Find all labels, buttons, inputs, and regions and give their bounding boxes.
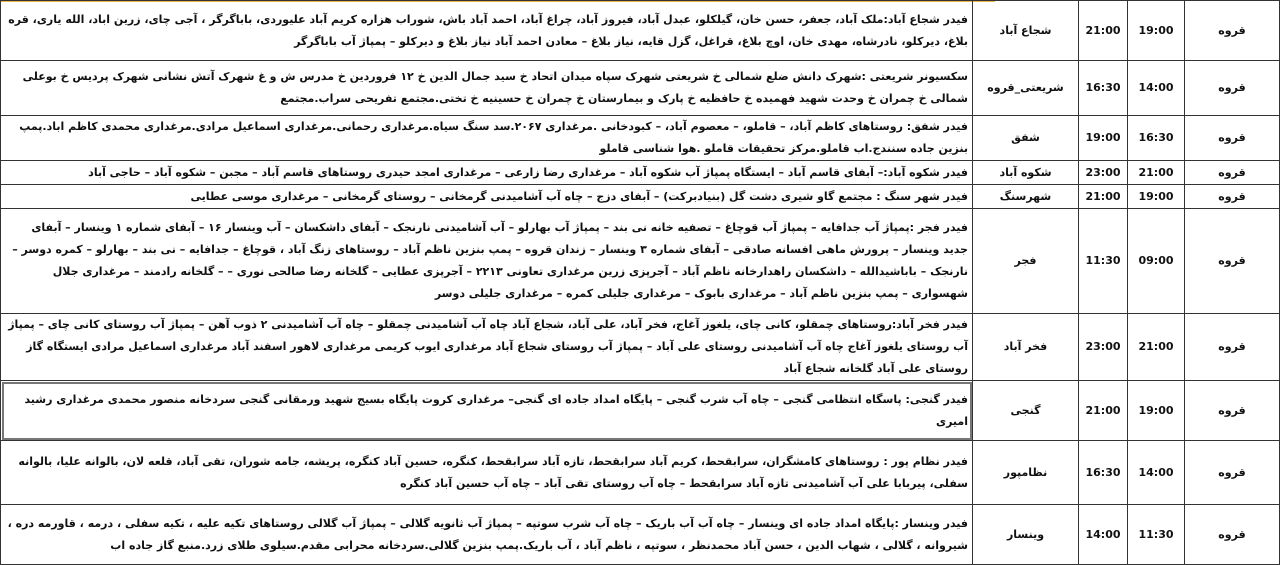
affected-areas-cell: سکسیونر شریعتی :شهرک دانش ضلع شمالی خ شریعتی شهرک سپاه میدان اتحاد خ سید جمال الدین خ ۱۲ فروردین خ مدرس ش و غ شهرک آتش نشانی شهرک پردیس خ بوعلی شمالی خ چمران خ وحدت شهید فهمیده خ حافظیه خ پارک و بیمارستان خ چمران خ حسینیه خ تختی.مجتمع تفریحی سراب.مجتمع — [1, 61, 973, 116]
start-time-cell: 14:00 — [1128, 441, 1185, 505]
city-cell: قروه — [1185, 185, 1280, 209]
end-time-cell: 23:00 — [1079, 314, 1128, 381]
start-time-cell: 16:30 — [1128, 116, 1185, 161]
feeder-name-cell: شفق — [973, 116, 1079, 161]
table-row — [1, 1, 1280, 61]
table-row — [1, 61, 1280, 116]
start-time-cell: 19:00 — [1128, 1, 1185, 61]
end-time-cell: 16:30 — [1079, 441, 1128, 505]
feeder-name-cell: شکوه آباد — [973, 161, 1079, 185]
affected-areas-cell: فیدر شجاع آباد:ملک آباد، جعفر، حسن خان، گیلکلو، عبدل آباد، فیروز آباد، چراغ آباد، احمد آباد باش، شوراب هزاره کریم آباد علیوردی، باباگرگر ، آجی چای، زرین اباد، الله یاری، قره بلاغ، دیرکلو، نادرشاه، مهدی خان، اوچ بلاغ، قراغل، گزل قایه، نیاز بلاغ – معادن احمد آباد نیاز بلاغ و دیرکلو – پمپاژ آب باباگرگر — [1, 1, 973, 61]
city-cell: قروه — [1185, 1, 1280, 61]
start-time-cell: 09:00 — [1128, 209, 1185, 314]
city-cell: قروه — [1185, 314, 1280, 381]
city-cell: قروه — [1185, 116, 1280, 161]
feeder-name-cell: وینسار — [973, 505, 1079, 565]
table-row — [1, 209, 1280, 314]
table-row — [1, 116, 1280, 161]
affected-areas-cell: فیدر فجر :پمپاژ آب جدافایه – پمپاژ آب قوچاغ – تصفیه خانه نی بند – پمپاژ آب بهارلو – آب آشامیدنی نارنجک – آبفای داشکسان – آب وینسار ۱۶ – آبفای شماره ۱ وینسار – آبفای جدید وینسار – پرورش ماهی افسانه صادقی – آبفای شماره ۳ وینسار – زندان قروه – پمپ بنزین ناظم آباد – روستاهای زنگ آباد ، قوچاغ – جدافایه – نی بند – بهارلو – کمره دوسر – نارنجک – باباشیدالله – داشکسان راهدارخانه ناظم آباد – آجرپزی زرین مرغداری تعاونی ۲۲۱۳ – آجرپزی عطایی – گلخانه رضا صالحی نوری – – گلخانه رادمند – مرغداری جلال شهسواری – پمپ بنزین ناظم آباد – مرغداری بابوک – مرغداری جلیلی کمره – مرغداری جلیلی دوسر — [1, 209, 973, 314]
city-cell: قروه — [1185, 161, 1280, 185]
table-row — [1, 314, 1280, 381]
start-time-cell: 11:30 — [1128, 505, 1185, 565]
city-cell: قروه — [1185, 61, 1280, 116]
affected-areas-cell: فیدر شهر سنگ : مجتمع گاو شیری دشت گل (بنیادبرکت) – آبفای دزج – چاه آب آشامیدنی گرمخانی – روستای گرمخانی – مرغداری موسی عطایی — [1, 185, 973, 209]
city-cell: قروه — [1185, 381, 1280, 441]
table-row — [1, 381, 1280, 441]
affected-areas-cell: فیدر فخر آباد:روستاهای چمقلو، کانی چای، یلغوز آغاج، فخر آباد، علی آباد، شجاع آباد چاه آب آشامیدنی چمقلو – چاه آب آشامیدنی ۲ ذوب آهن – پمپاژ آب روستای کانی چای – پمپاژ آب روستای یلغوز آغاج چاه آب آشامیدنی روستای علی آباد – پمپاژ آب روستای شجاع آباد مرغداری ایوب کریمی مرغداری لاهور اسفند آباد مرغداری اسماعیل مرادی ایستگاه گاز روستای علی آباد گلخانه شجاع آباد — [1, 314, 973, 381]
end-time-cell: 14:00 — [1079, 505, 1128, 565]
end-time-cell: 21:00 — [1079, 1, 1128, 61]
end-time-cell: 23:00 — [1079, 161, 1128, 185]
end-time-cell: 21:00 — [1079, 185, 1128, 209]
end-time-cell: 16:30 — [1079, 61, 1128, 116]
table-row — [1, 161, 1280, 185]
city-cell: قروه — [1185, 441, 1280, 505]
table-row — [1, 505, 1280, 565]
table-row — [1, 441, 1280, 505]
start-time-cell: 21:00 — [1128, 161, 1185, 185]
feeder-name-cell: شجاع آباد — [973, 1, 1079, 61]
feeder-name-cell: نظامپور — [973, 441, 1079, 505]
affected-areas-cell: فیدر شفق: روستاهای کاظم آباد، – قاملو، – معصوم آباد، – کبودخانی .مرغداری ۲۰۶۷.سد سنگ سیاه.مرغداری رحمانی.مرغداری اسماعیل مرادی.مرغداری محمدی کاظم اباد.پمپ بنزین جاده سنندج.اب قاملو.مرکز تحقیقات قاملو .هوا شناسی قاملو — [1, 116, 973, 161]
affected-areas-cell: فیدر شکوه آباد:– آبفای قاسم آباد – ایستگاه پمپاژ آب شکوه آباد – مرغداری رضا زارعی – مرغداری امجد حیدری روستاهای قاسم آباد – مجبن – شکوه آباد – حاجی آباد — [1, 161, 973, 185]
end-time-cell: 21:00 — [1079, 381, 1128, 441]
table-row — [1, 185, 1280, 209]
city-cell: قروه — [1185, 505, 1280, 565]
start-time-cell: 19:00 — [1128, 381, 1185, 441]
affected-areas-cell: فیدر وینسار :پایگاه امداد جاده ای وینسار – چاه آب آب باریک – چاه آب شرب سوتپه – پمپاژ آب ثانویه گلالی – پمپاژ آب گلالی روستاهای تکیه علیه ، تکیه سفلی ، درمه ، قاورمه دره ، شیروانه ، گلالی ، شهاب الدین ، حسن آباد محمدنظر ، سوتپه ، ناظم آباد ، آب باریک.پمپ بنزین گلالی.سردخانه محرابی مقدم.سیلوی طلای زرد.منبع گاز جاده اب — [1, 505, 973, 565]
feeder-name-cell: شریعتی_قروه — [973, 61, 1079, 116]
end-time-cell: 19:00 — [1079, 116, 1128, 161]
affected-areas-cell: فیدر گنجی: پاسگاه انتظامی گنجی – چاه آب شرب گنجی – پایگاه امداد جاده ای گنجی– مرغداری کروت پایگاه بسیج شهید ورمقانی گنجی سردخانه منصور محمدی مرغداری رشید امیری — [1, 381, 973, 441]
feeder-name-cell: فجر — [973, 209, 1079, 314]
start-time-cell: 19:00 — [1128, 185, 1185, 209]
feeder-name-cell: شهرسنگ — [973, 185, 1079, 209]
start-time-cell: 21:00 — [1128, 314, 1185, 381]
city-cell: قروه — [1185, 209, 1280, 314]
feeder-name-cell: گنجی — [973, 381, 1079, 441]
affected-areas-cell: فیدر نظام پور : روستاهای کامشگران، سرابقحط، کریم آباد سرابقحط، تازه آباد سرابقحط، کنگره، حسین آباد کنگره، پریشه، جامه شوران، تقی آباد، قلعه لان، بالوانه علیا، بالوانه سفلی، پیربابا علی آب آشامیدنی تازه آباد سرابقحط – چاه آب روستای تقی آباد – چاه آب حسین آباد کنگره — [1, 441, 973, 505]
feeder-name-cell: فخر آباد — [973, 314, 1079, 381]
end-time-cell: 11:30 — [1079, 209, 1128, 314]
start-time-cell: 14:00 — [1128, 61, 1185, 116]
